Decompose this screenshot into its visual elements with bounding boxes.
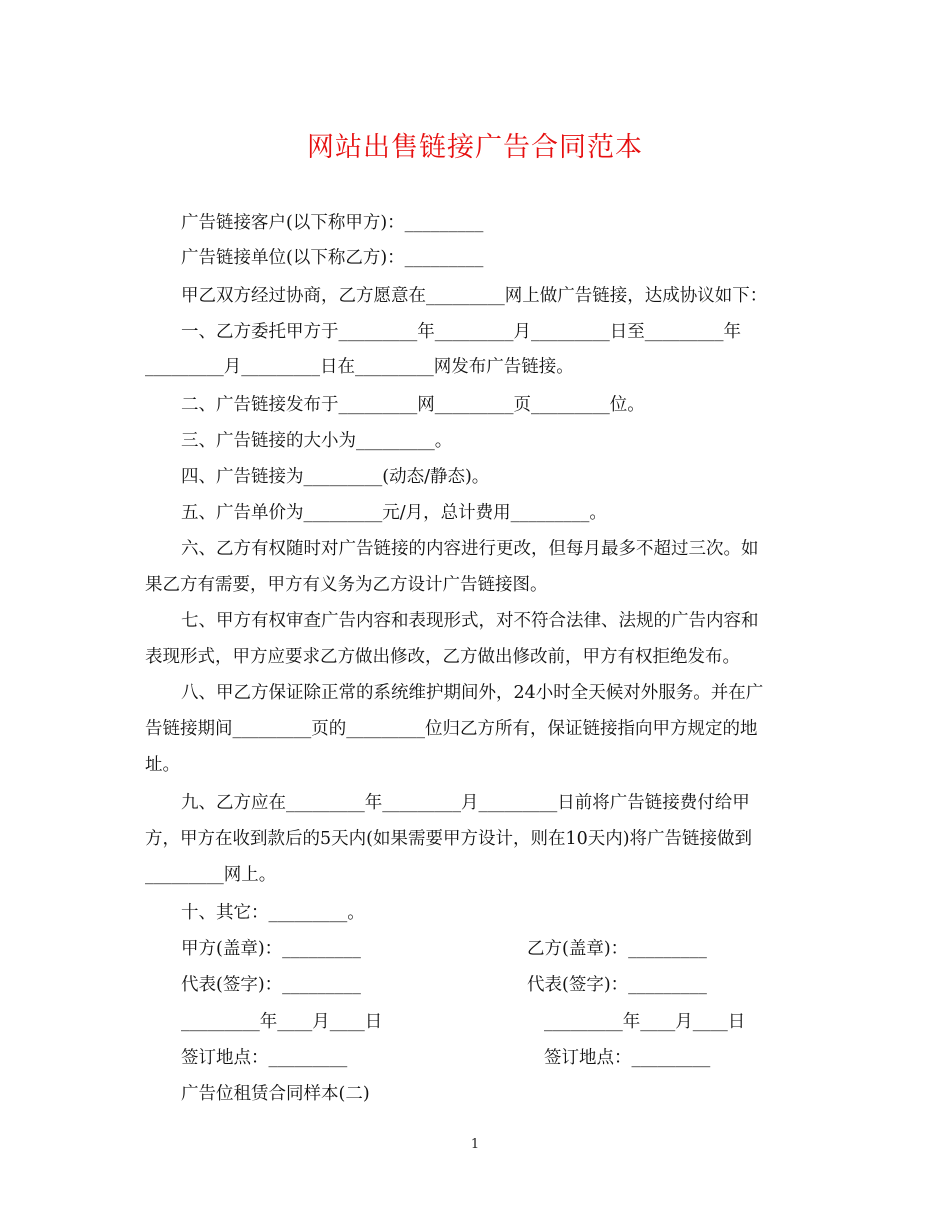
clause-6-line-1: 六、乙方有权随时对广告链接的内容进行更改，但每月最多不超过三次。如 bbox=[181, 539, 759, 559]
clause-10: 十、其它：_________。 bbox=[181, 903, 365, 923]
agreement-intro: 甲乙双方经过协商，乙方愿意在_________网上做广告链接，达成协议如下： bbox=[181, 286, 768, 306]
clause-3: 三、广告链接的大小为_________。 bbox=[181, 431, 453, 451]
clause-7-line-2: 表现形式，甲方应要求乙方做出修改，乙方做出修改前，甲方有权拒绝发布。 bbox=[145, 647, 740, 667]
next-section-heading: 广告位租赁合同样本(二) bbox=[181, 1084, 370, 1104]
party-b-place: 签订地点：_________ bbox=[544, 1048, 711, 1068]
page-number: 1 bbox=[470, 1137, 480, 1152]
party-a-line: 广告链接客户(以下称甲方)：_________ bbox=[181, 213, 484, 233]
clause-1-line-1: 一、乙方委托甲方于_________年_________月_________日至_________年 bbox=[181, 322, 741, 342]
clause-4: 四、广告链接为_________(动态/静态)。 bbox=[181, 467, 490, 487]
party-a-representative: 代表(签字)：_________ bbox=[181, 975, 361, 995]
clause-2: 二、广告链接发布于_________网_________页_________位。 bbox=[181, 395, 645, 415]
party-a-place: 签订地点：_________ bbox=[181, 1048, 348, 1068]
clause-9-line-1: 九、乙方应在_________年_________月_________日前将广告链接费付给甲 bbox=[181, 793, 750, 813]
clause-7-line-1: 七、甲方有权审查广告内容和表现形式，对不符合法律、法规的广告内容和 bbox=[181, 611, 759, 631]
document-title: 网站出售链接广告合同范本 bbox=[307, 132, 643, 163]
clause-9-line-3: _________网上。 bbox=[145, 865, 277, 885]
clause-5: 五、广告单价为_________元/月，总计费用_________。 bbox=[181, 503, 607, 523]
clause-8-line-1: 八、甲乙方保证除正常的系统维护期间外，24小时全天候对外服务。并在广 bbox=[181, 683, 764, 703]
party-b-seal: 乙方(盖章)：_________ bbox=[527, 939, 707, 959]
party-b-line: 广告链接单位(以下称乙方)：_________ bbox=[181, 248, 484, 268]
clause-8-line-2: 告链接期间_________页的_________位归乙方所有，保证链接指向甲方规定的地 bbox=[145, 719, 758, 739]
clause-9-line-2: 方，甲方在收到款后的5天内(如果需要甲方设计，则在10天内)将广告链接做到 bbox=[145, 829, 753, 849]
party-b-representative: 代表(签字)：_________ bbox=[527, 975, 707, 995]
clause-1-line-2: _________月_________日在_________网发布广告链接。 bbox=[145, 357, 574, 377]
party-a-date: _________年____月____日 bbox=[181, 1012, 383, 1032]
clause-6-line-2: 果乙方有需要，甲方有义务为乙方设计广告链接图。 bbox=[145, 575, 548, 595]
party-b-date: _________年____月____日 bbox=[544, 1012, 746, 1032]
party-a-seal: 甲方(盖章)：_________ bbox=[181, 939, 361, 959]
clause-8-line-3: 址。 bbox=[145, 755, 180, 775]
